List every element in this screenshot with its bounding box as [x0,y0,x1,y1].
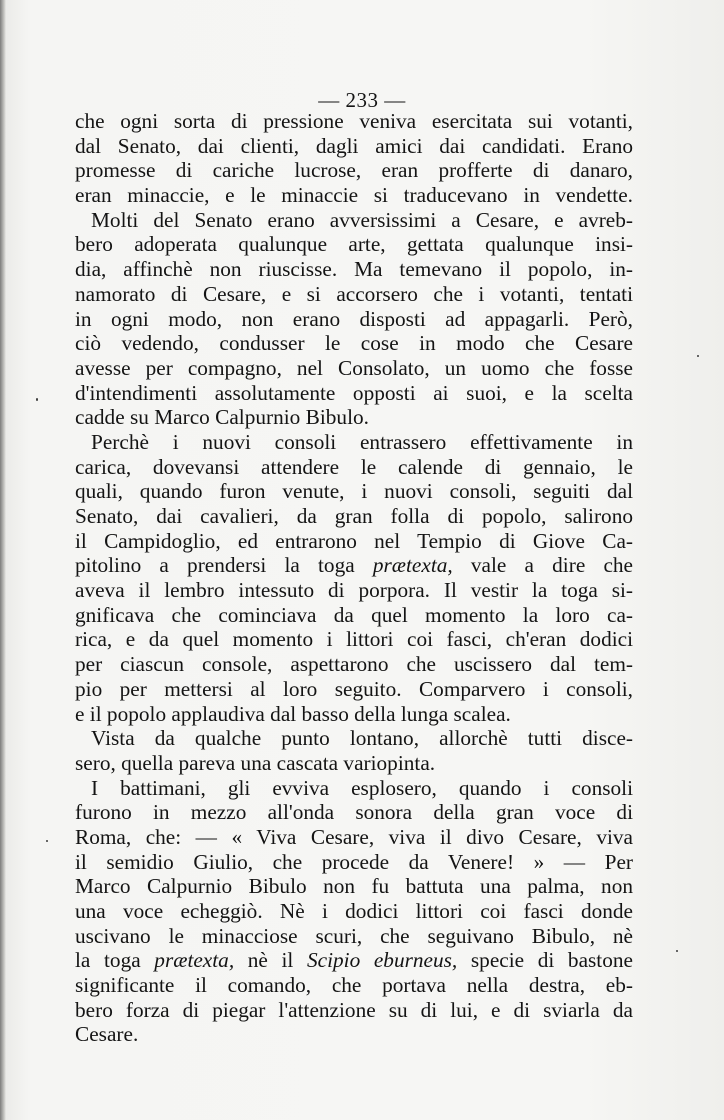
body-text [75,109,633,1047]
text-line: rica, e da quel momento i littori coi fasci, ch'eran dodici [75,627,633,652]
page-number: — 233 — [318,88,406,112]
text-line: cadde su Marco Calpurnio Bibulo. [75,405,369,430]
text-line: Molti del Senato erano avversissimi a Cesare, e avreb- [91,207,633,232]
text-line: il semidio Giulio, che procede da Venere! » — Per [75,849,633,874]
text-line: bero adoperata qualunque arte, gettata qualunque insi- [75,232,633,257]
paper-speck [46,840,48,842]
paper-speck [697,355,699,357]
text-line: d'intendimenti assolutamente opposti ai suoi, e la scelta [75,380,633,405]
text-line: Cesare. [75,1022,139,1047]
page-spine-shadow [0,0,6,1120]
text-line [75,553,633,578]
text-segment: nè il [234,948,307,973]
text-segment: vale a dire che [452,553,633,578]
text-line: Roma, che: — « Viva Cesare, viva il divo Cesare, viva [75,824,633,849]
text-line: quali, quando furon venute, i nuovi consoli, seguiti dal [75,479,633,504]
text-line: dal Senato, dai clienti, dagli amici dai candidati. Erano [75,133,633,158]
text-line: sero, quella pareva una cascata variopinta. [75,750,436,775]
text-line: una voce echeggiò. Nè i dodici littori coi fasci donde [75,899,633,923]
text-line: carica, dovevansi attendere le calende di gennaio, le [75,454,633,479]
text-segment: specie di bastone [457,948,633,973]
text-line: gnificava che cominciava da quel momento la loro ca- [75,602,633,627]
text-line: ciò vedendo, condusser le cose in modo che Cesare [75,331,633,356]
text-line: Vista da qualche punto lontano, allorchè tutti disce- [91,726,633,751]
italic-term: prætexta, [154,948,235,973]
text-line: namorato di Cesare, e si accorsero che i votanti, tentati [75,281,633,306]
text-line: Perchè i nuovi consoli entrassero effettivamente in [91,429,633,454]
text-line: eran minaccie, e le minaccie si traducevano in vendette. [75,183,633,208]
text-segment: pitolino a prendersi la toga [75,553,373,578]
text-line [75,948,633,973]
text-line: il Campidoglio, ed entrarono nel Tempio di Giove Ca- [75,528,633,553]
paper-speck [36,398,38,401]
text-line: bero forza di piegar l'attenzione su di lui, e di sviarla da [75,997,633,1022]
paper-speck [676,950,678,952]
text-line: Marco Calpurnio Bibulo non fu battuta una palma, non [75,874,633,899]
text-line: per ciascun console, aspettarono che uscissero dal tem- [75,652,633,677]
text-line: pio per mettersi al loro seguito. Comparvero i consoli, [75,676,633,701]
text-line: furono in mezzo all'onda sonora della gran voce di [75,800,633,825]
text-line: avesse per compagno, nel Consolato, un uomo che fosse [75,355,633,380]
text-line: I battimani, gli evviva esplosero, quando i consoli [91,775,633,800]
text-line: e il popolo applaudiva dal basso della lunga scalea. [75,701,511,726]
text-line: uscivano le minacciose scuri, che seguivano Bibulo, nè [75,923,633,948]
text-line: dia, affinchè non riuscisse. Ma temevano il popolo, in- [75,257,633,282]
text-line: Senato, dai cavalieri, da gran folla di popolo, salirono [75,504,633,528]
text-line: aveva il lembro intessuto di porpora. Il vestir la toga si- [75,578,633,603]
italic-term: Scipio eburneus, [306,948,458,973]
text-line: che ogni sorta di pressione veniva esercitata sui votanti, [75,109,633,133]
italic-term: prætexta, [372,553,453,578]
text-line: in ogni modo, non erano disposti ad appagarli. Però, [75,306,633,331]
text-line: significante il comando, che portava nella destra, eb- [75,973,633,998]
text-segment: la toga [75,948,155,973]
text-line: promesse di cariche lucrose, eran profferte di danaro, [75,158,633,183]
